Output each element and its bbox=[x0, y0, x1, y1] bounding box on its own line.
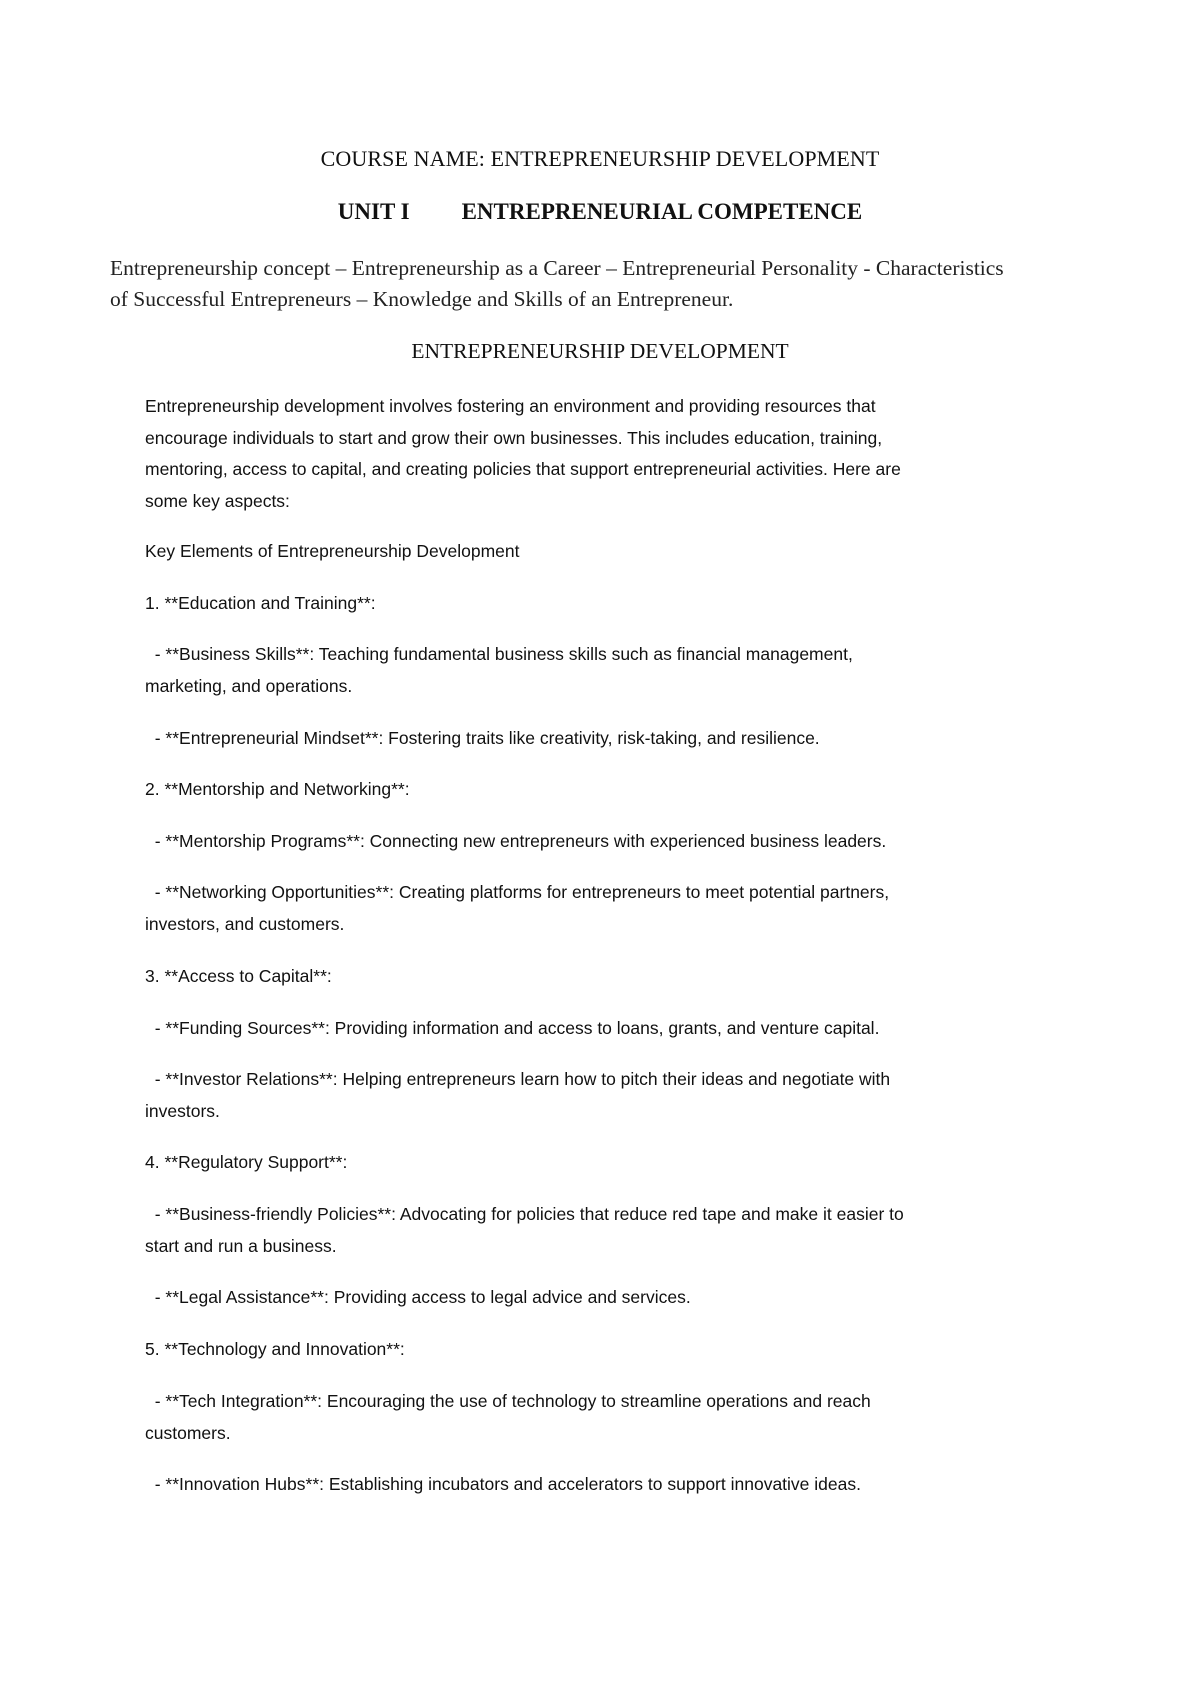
section-heading: ENTREPRENEURSHIP DEVELOPMENT bbox=[411, 339, 789, 363]
list-sub-item bbox=[145, 1064, 890, 1127]
unit-title bbox=[0, 199, 1200, 225]
intro-paragraph bbox=[145, 391, 901, 517]
list-sub-item: - **Mentorship Programs**: Connecting new entrepreneurs with experienced business leaders. bbox=[145, 831, 887, 851]
list-item-title: 5. **Technology and Innovation**: bbox=[145, 1339, 405, 1359]
list-sub-item bbox=[145, 1386, 871, 1449]
paragraph-line: some key aspects: bbox=[145, 490, 290, 511]
sub-item-line: - **Tech Integration**: Encouraging the use of technology to streamline operations and reach bbox=[145, 1391, 871, 1411]
syllabus-line: of Successful Entrepreneurs – Knowledge and Skills of an Entrepreneur. bbox=[110, 287, 734, 311]
list-sub-item bbox=[145, 1199, 904, 1262]
list-sub-item: - **Innovation Hubs**: Establishing incubators and accelerators to support innovative ideas. bbox=[145, 1474, 861, 1494]
unit-syllabus bbox=[110, 253, 1140, 315]
sub-item-line: investors, and customers. bbox=[145, 913, 345, 934]
paragraph-line: Entrepreneurship development involves fostering an environment and providing resources that bbox=[145, 396, 876, 416]
list-item-title: 2. **Mentorship and Networking**: bbox=[145, 779, 410, 799]
paragraph-line: encourage individuals to start and grow their own businesses. This includes education, training, bbox=[145, 427, 883, 448]
sub-item-line: - **Business Skills**: Teaching fundamental business skills such as financial management, bbox=[145, 644, 853, 664]
key-elements-heading: Key Elements of Entrepreneurship Development bbox=[145, 541, 520, 561]
sub-item-line: start and run a business. bbox=[145, 1235, 337, 1256]
sub-item-line: - **Investor Relations**: Helping entrepreneurs learn how to pitch their ideas and negotiate with bbox=[145, 1069, 891, 1089]
list-sub-item bbox=[145, 877, 889, 940]
sub-item-line: marketing, and operations. bbox=[145, 675, 353, 696]
list-item-title: 3. **Access to Capital**: bbox=[145, 966, 332, 986]
course-title: COURSE NAME: ENTREPRENEURSHIP DEVELOPMENT bbox=[320, 146, 880, 171]
syllabus-line: Entrepreneurship concept – Entrepreneurship as a Career – Entrepreneurial Personality - Characteristics bbox=[110, 256, 1004, 280]
sub-item-line: investors. bbox=[145, 1100, 220, 1121]
list-sub-item: - **Funding Sources**: Providing information and access to loans, grants, and venture capital. bbox=[145, 1018, 880, 1038]
sub-item-line: - **Networking Opportunities**: Creating platforms for entrepreneurs to meet potential partners, bbox=[145, 882, 890, 902]
unit-number: UNIT I bbox=[337, 199, 410, 224]
list-sub-item bbox=[145, 639, 853, 702]
unit-name: ENTREPRENEURIAL COMPETENCE bbox=[461, 199, 863, 224]
list-sub-item: - **Legal Assistance**: Providing access to legal advice and services. bbox=[145, 1287, 691, 1307]
sub-item-line: - **Business-friendly Policies**: Advocating for policies that reduce red tape and make it easier to bbox=[145, 1204, 904, 1224]
paragraph-line: mentoring, access to capital, and creating policies that support entrepreneurial activities. Here are bbox=[145, 459, 901, 479]
list-item-title: 1. **Education and Training**: bbox=[145, 593, 376, 613]
sub-item-line: customers. bbox=[145, 1422, 231, 1443]
list-item-title: 4. **Regulatory Support**: bbox=[145, 1152, 348, 1172]
list-sub-item: - **Entrepreneurial Mindset**: Fostering traits like creativity, risk-taking, and resilience. bbox=[145, 728, 820, 748]
